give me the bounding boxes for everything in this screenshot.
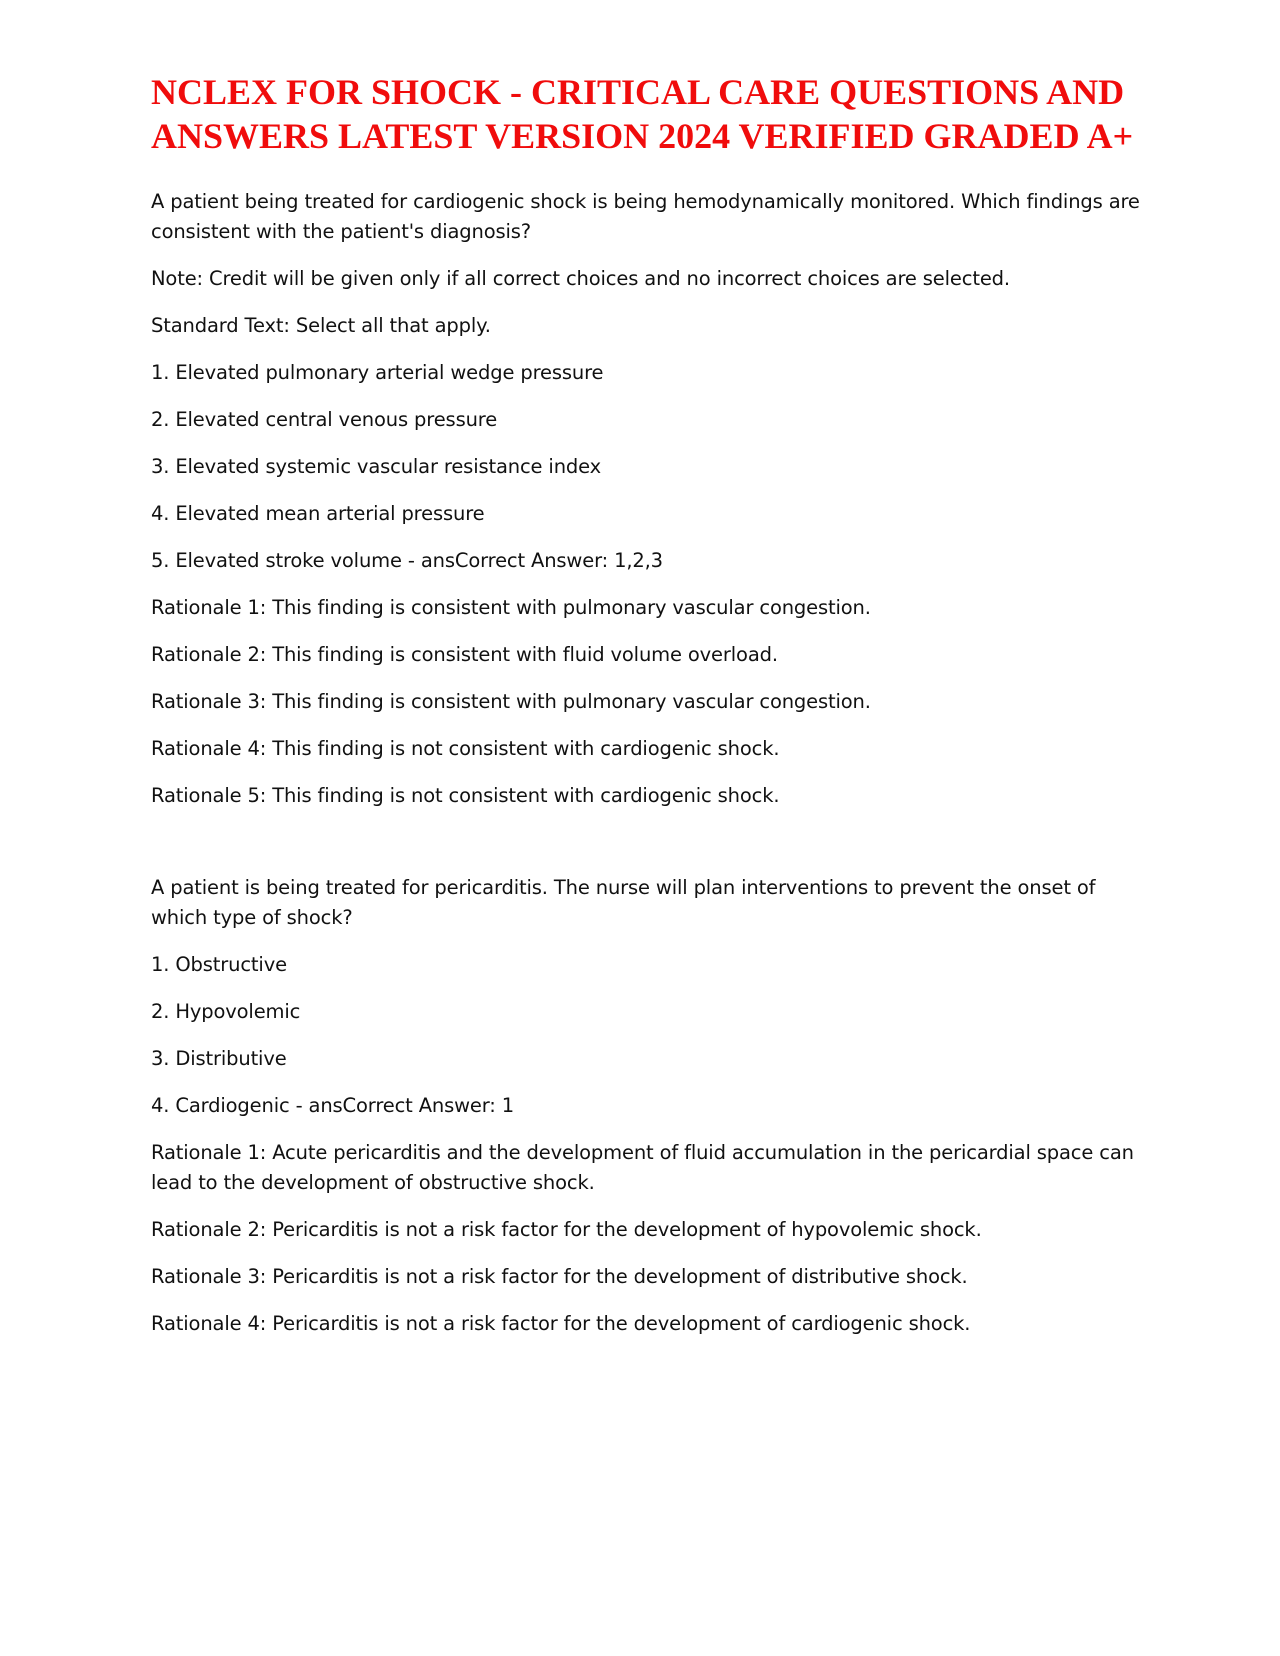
rationale: Rationale 3: This finding is consistent with pulmonary vascular congestion. (151, 690, 871, 713)
answer-option: 2. Hypovolemic (151, 1000, 301, 1023)
question-stem: A patient is being treated for pericarditis. The nurse will plan interventions to prevent the onset of which type of shock? (151, 876, 1096, 929)
rationale: Rationale 2: Pericarditis is not a risk factor for the development of hypovolemic shock. (151, 1218, 982, 1241)
question-stem: A patient being treated for cardiogenic shock is being hemodynamically monitored. Which findings are consistent with the patient's diagnosis? (151, 190, 1140, 243)
rationale: Rationale 4: Pericarditis is not a risk factor for the development of cardiogenic shock. (151, 1312, 971, 1335)
rationale: Rationale 1: Acute pericarditis and the development of fluid accumulation in the pericardial space can lead to the development of obstructive shock. (151, 1141, 1134, 1194)
rationale: Rationale 2: This finding is consistent with fluid volume overload. (151, 643, 778, 666)
answer-option: 5. Elevated stroke volume - ansCorrect Answer: 1,2,3 (151, 549, 663, 572)
rationale: Rationale 3: Pericarditis is not a risk factor for the development of distributive shock. (151, 1265, 968, 1288)
answer-option: 4. Elevated mean arterial pressure (151, 502, 485, 525)
question-2 (151, 873, 1141, 1339)
question-1 (151, 187, 1141, 811)
question-instruction: Standard Text: Select all that apply. (151, 314, 491, 337)
rationale: Rationale 1: This finding is consistent with pulmonary vascular congestion. (151, 596, 871, 619)
rationale: Rationale 5: This finding is not consistent with cardiogenic shock. (151, 784, 780, 807)
answer-option: 3. Elevated systemic vascular resistance index (151, 455, 602, 478)
question-note: Note: Credit will be given only if all correct choices and no incorrect choices are selected. (151, 267, 1010, 290)
document-page (151, 70, 1141, 1356)
answer-option: 2. Elevated central venous pressure (151, 408, 498, 431)
answer-option: 1. Elevated pulmonary arterial wedge pressure (151, 361, 604, 384)
answer-option: 4. Cardiogenic - ansCorrect Answer: 1 (151, 1094, 515, 1117)
answer-option: 3. Distributive (151, 1047, 287, 1070)
document-title: NCLEX FOR SHOCK - CRITICAL CARE QUESTIONS AND ANSWERS LATEST VERSION 2024 VERIFIED GRADED A+ (151, 72, 1134, 156)
rationale: Rationale 4: This finding is not consistent with cardiogenic shock. (151, 737, 780, 760)
section-spacer (151, 828, 1141, 873)
answer-option: 1. Obstructive (151, 953, 287, 976)
